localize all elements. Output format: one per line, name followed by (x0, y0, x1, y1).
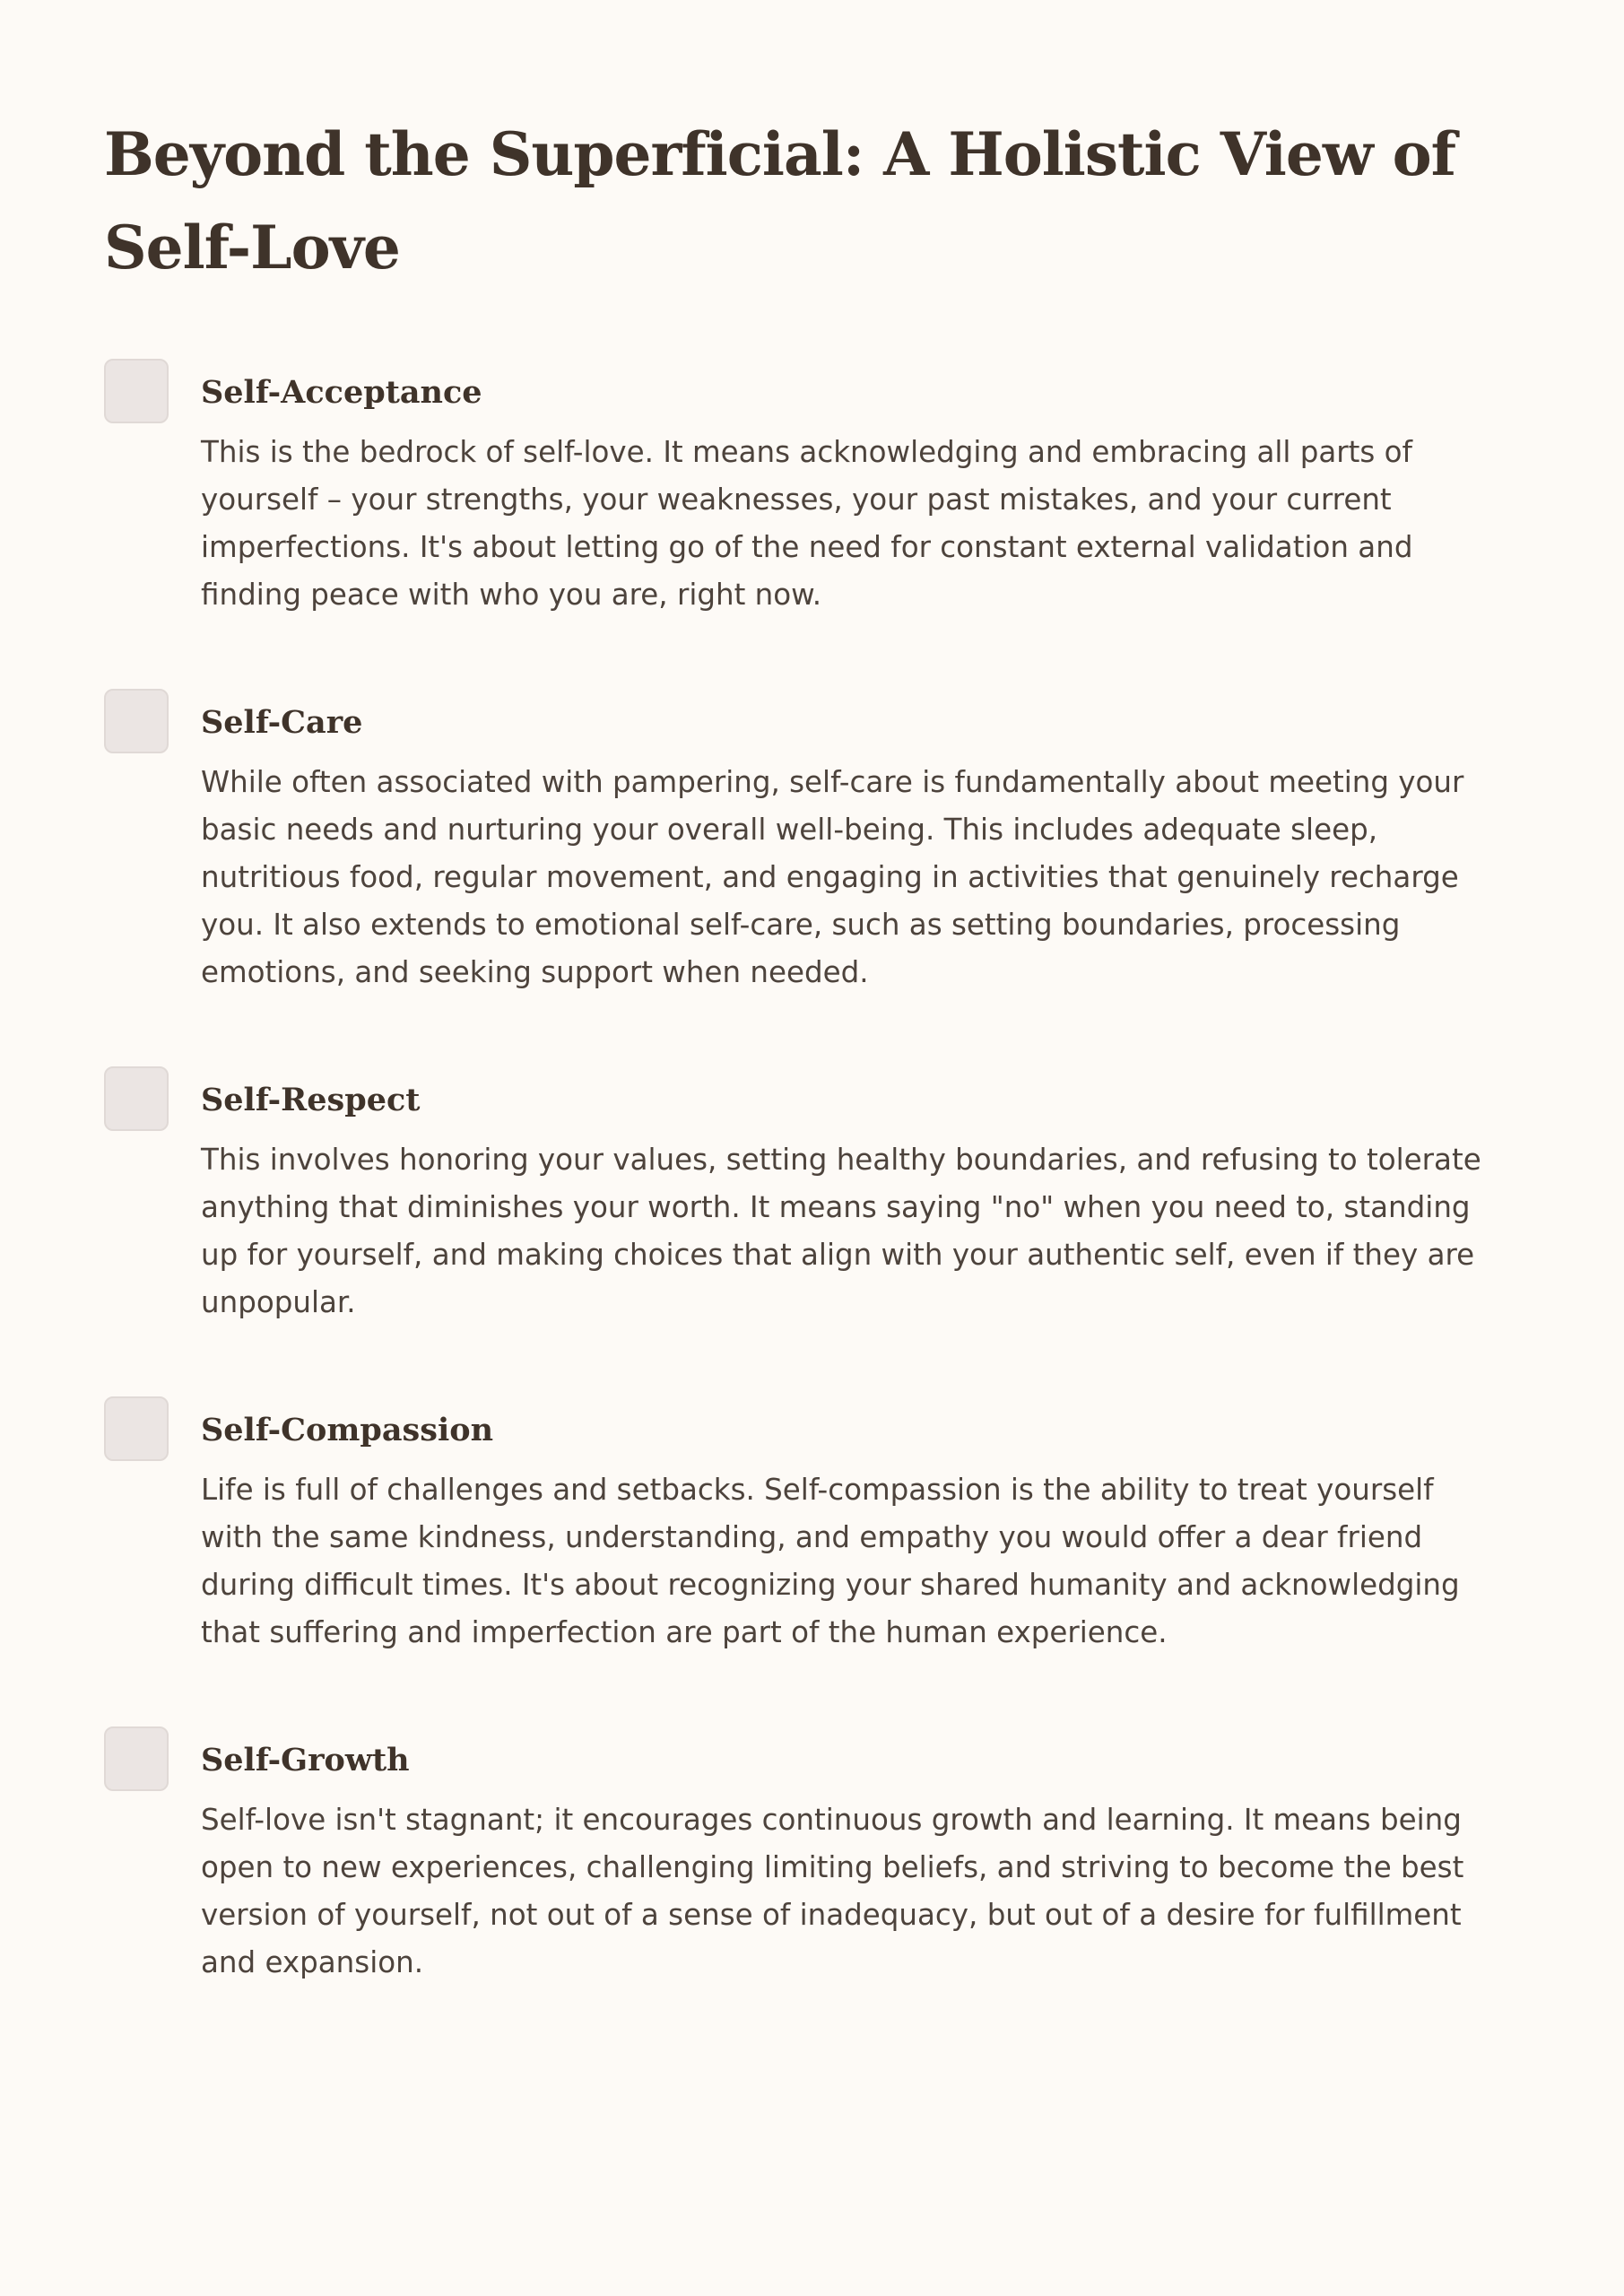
checkbox[interactable] (104, 359, 169, 423)
page-title: Beyond the Superficial: A Holistic View of Self-Love (104, 119, 1456, 283)
item-description: This is the bedrock of self-love. It means acknowledging and embracing all parts of yourself – your strengths, your weaknesses, your past mistakes, and your current imperfections. It's about letting go of the need for constant external validation and finding peace with who you are, right now. (201, 435, 1413, 612)
item-description: While often associated with pampering, self-care is fundamentally about meeting your basic needs and nurturing your overall well-being. This includes adequate sleep, nutritious food, regular movement, and engaging in activities that genuinely recharge you. It also extends to emotional self-care, such as setting boundaries, processing emotions, and seeking support when needed. (201, 765, 1464, 989)
checklist-item-self-respect (104, 1065, 1503, 1326)
item-title: Self-Growth (201, 1742, 410, 1779)
item-title: Self-Compassion (201, 1412, 494, 1448)
checkbox[interactable] (104, 689, 169, 753)
checklist-item-self-compassion (104, 1395, 1503, 1657)
item-title: Self-Acceptance (201, 374, 482, 411)
item-title: Self-Care (201, 704, 363, 741)
checklist-item-self-growth (104, 1725, 1503, 1987)
document-page (104, 108, 1503, 2055)
item-description: This involves honoring your values, setting healthy boundaries, and refusing to tolerate anything that diminishes your worth. It means saying "no" when you need to, standing up for yourself, and making choices that align with your authentic self, even if they are unpopular. (201, 1143, 1481, 1319)
item-description: Self-love isn't stagnant; it encourages continuous growth and learning. It means being open to new experiences, challenging limiting beliefs, and striving to become the best version of yourself, not out of a sense of inadequacy, but out of a desire for fulfillment and expansion. (201, 1803, 1464, 1979)
item-title: Self-Respect (201, 1082, 421, 1118)
checkbox[interactable] (104, 1066, 169, 1131)
checklist-item-self-acceptance (104, 357, 1503, 619)
checkbox[interactable] (104, 1396, 169, 1461)
checkbox[interactable] (104, 1726, 169, 1791)
checklist-item-self-care (104, 687, 1503, 996)
checklist (104, 357, 1503, 1987)
item-description: Life is full of challenges and setbacks. Self-compassion is the ability to treat yourself with the same kindness, understanding, and empathy you would offer a dear friend during difficult times. It's about recognizing your shared humanity and acknowledging that suffering and imperfection are part of the human experience. (201, 1473, 1460, 1649)
